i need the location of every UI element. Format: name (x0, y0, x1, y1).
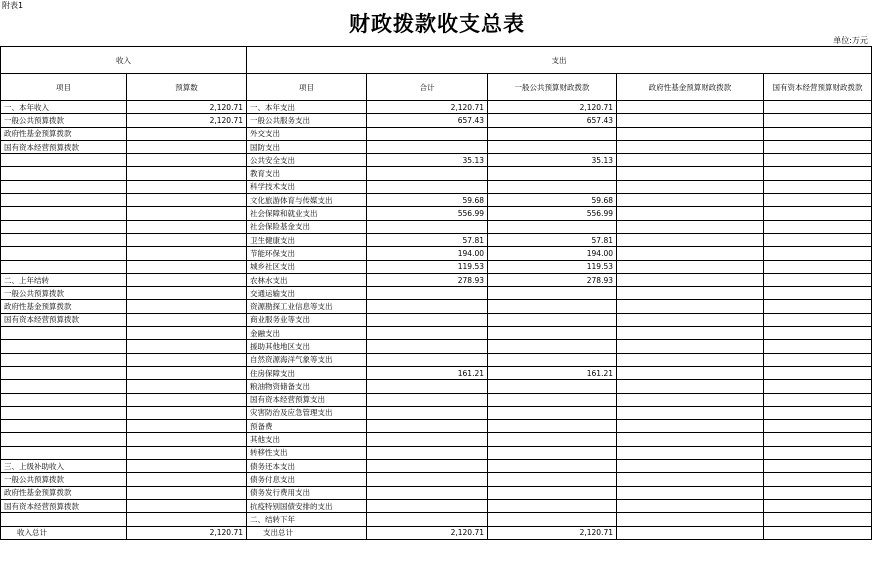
cell-expense-state-capital (764, 180, 872, 193)
cell-expense-item: 卫生健康支出 (247, 233, 367, 246)
cell-expense-item: 金融支出 (247, 327, 367, 340)
cell-expense-general-budget: 278.93 (488, 273, 617, 286)
cell-income-budget (127, 207, 247, 220)
cell-expense-gov-fund (617, 433, 764, 446)
cell-expense-state-capital (764, 499, 872, 512)
cell-expense-gov-fund (617, 167, 764, 180)
cell-expense-general-budget (488, 180, 617, 193)
cell-expense-state-capital (764, 313, 872, 326)
cell-income-budget (127, 406, 247, 419)
cell-expense-state-capital (764, 273, 872, 286)
cell-expense-general-budget (488, 127, 617, 140)
cell-expense-general-budget (488, 313, 617, 326)
cell-expense-total (367, 327, 488, 340)
cell-expense-gov-fund (617, 353, 764, 366)
cell-expense-total (367, 473, 488, 486)
cell-expense-general-budget: 119.53 (488, 260, 617, 273)
cell-expense-item: 社会保险基金支出 (247, 220, 367, 233)
cell-expense-gov-fund (617, 327, 764, 340)
cell-income-budget (127, 247, 247, 260)
cell-income-item: 国有资本经营预算拨款 (1, 140, 127, 153)
cell-expense-state-capital (764, 473, 872, 486)
cell-expense-state-capital (764, 127, 872, 140)
cell-income-budget (127, 513, 247, 526)
cell-expense-general-budget (488, 420, 617, 433)
table-row (1, 486, 872, 499)
cell-expense-total: 161.21 (367, 366, 488, 379)
cell-expense-state-capital (764, 406, 872, 419)
cell-expense-gov-fund (617, 154, 764, 167)
cell-income-item (1, 433, 127, 446)
cell-expense-gov-fund (617, 194, 764, 207)
col-header-total: 合计 (367, 74, 488, 101)
header-row-sections (1, 47, 872, 74)
cell-income-item: 政府性基金预算拨款 (1, 300, 127, 313)
cell-expense-total (367, 220, 488, 233)
col-header-expense-item: 项目 (247, 74, 367, 101)
cell-income-budget: 2,120.71 (127, 114, 247, 127)
cell-expense-general-budget: 57.81 (488, 233, 617, 246)
cell-income-budget (127, 446, 247, 459)
cell-expense-general-budget: 2,120.71 (488, 101, 617, 114)
cell-income-budget (127, 273, 247, 286)
table-row (1, 406, 872, 419)
cell-expense-general-budget (488, 446, 617, 459)
cell-income-item (1, 353, 127, 366)
cell-expense-item: 债务还本支出 (247, 460, 367, 473)
table-row (1, 260, 872, 273)
cell-expense-general-budget (488, 460, 617, 473)
cell-expense-state-capital (764, 300, 872, 313)
cell-income-budget (127, 313, 247, 326)
cell-income-item: 国有资本经营预算拨款 (1, 499, 127, 512)
cell-expense-item: 粮油物资储备支出 (247, 380, 367, 393)
cell-expense-item: 农林水支出 (247, 273, 367, 286)
table-row (1, 313, 872, 326)
table-row (1, 180, 872, 193)
cell-expense-total (367, 313, 488, 326)
cell-expense-item: 灾害防治及应急管理支出 (247, 406, 367, 419)
unit-label: 单位:万元 (833, 36, 868, 45)
table-row (1, 393, 872, 406)
cell-expense-general-budget (488, 300, 617, 313)
cell-expense-item: 转移性支出 (247, 446, 367, 459)
cell-expense-total (367, 486, 488, 499)
cell-expense-general-budget (488, 406, 617, 419)
cell-income-item: 一般公共预算拨款 (1, 287, 127, 300)
table-row (1, 233, 872, 246)
cell-expense-general-budget: 556.99 (488, 207, 617, 220)
cell-expense-state-capital (764, 393, 872, 406)
cell-expense-item: 文化旅游体育与传媒支出 (247, 194, 367, 207)
cell-expense-state-capital (764, 327, 872, 340)
cell-income-budget (127, 287, 247, 300)
cell-expense-gov-fund (617, 273, 764, 286)
cell-expense-total: 278.93 (367, 273, 488, 286)
total-expense-item: 支出总计 (247, 526, 367, 539)
cell-expense-gov-fund (617, 247, 764, 260)
cell-expense-state-capital (764, 486, 872, 499)
cell-expense-gov-fund (617, 127, 764, 140)
total-income-budget: 2,120.71 (127, 526, 247, 539)
cell-expense-gov-fund (617, 340, 764, 353)
table-row (1, 194, 872, 207)
cell-income-item: 二、上年结转 (1, 273, 127, 286)
cell-income-item (1, 180, 127, 193)
cell-expense-general-budget: 657.43 (488, 114, 617, 127)
cell-income-item: 政府性基金预算拨款 (1, 127, 127, 140)
cell-income-budget (127, 380, 247, 393)
cell-income-item (1, 340, 127, 353)
cell-income-item (1, 513, 127, 526)
cell-income-item (1, 220, 127, 233)
table-row (1, 366, 872, 379)
cell-expense-state-capital (764, 433, 872, 446)
table-row (1, 499, 872, 512)
cell-expense-state-capital (764, 194, 872, 207)
cell-expense-total: 556.99 (367, 207, 488, 220)
cell-expense-total (367, 513, 488, 526)
cell-expense-item: 外交支出 (247, 127, 367, 140)
cell-expense-general-budget (488, 499, 617, 512)
budget-table (0, 46, 872, 540)
cell-expense-state-capital (764, 380, 872, 393)
cell-expense-gov-fund (617, 140, 764, 153)
total-income-item: 收入总计 (1, 526, 127, 539)
cell-income-item (1, 207, 127, 220)
cell-expense-total (367, 300, 488, 313)
cell-expense-item: 城乡社区支出 (247, 260, 367, 273)
cell-expense-gov-fund (617, 406, 764, 419)
cell-expense-gov-fund (617, 101, 764, 114)
cell-income-item (1, 233, 127, 246)
cell-expense-total (367, 340, 488, 353)
cell-income-budget (127, 340, 247, 353)
cell-expense-total (367, 406, 488, 419)
cell-expense-state-capital (764, 220, 872, 233)
table-row (1, 140, 872, 153)
cell-income-budget (127, 366, 247, 379)
cell-expense-total (367, 127, 488, 140)
table-row (1, 420, 872, 433)
cell-income-item: 政府性基金预算拨款 (1, 486, 127, 499)
cell-expense-general-budget (488, 340, 617, 353)
table-row (1, 433, 872, 446)
cell-expense-item: 其他支出 (247, 433, 367, 446)
cell-expense-total (367, 180, 488, 193)
cell-expense-total (367, 287, 488, 300)
cell-expense-general-budget (488, 140, 617, 153)
cell-expense-general-budget (488, 353, 617, 366)
total-expense-state-capital (764, 526, 872, 539)
cell-income-item (1, 260, 127, 273)
cell-expense-state-capital (764, 260, 872, 273)
header-row-columns (1, 74, 872, 101)
cell-income-budget (127, 127, 247, 140)
cell-expense-item: 交通运输支出 (247, 287, 367, 300)
cell-expense-gov-fund (617, 366, 764, 379)
cell-expense-state-capital (764, 233, 872, 246)
cell-expense-gov-fund (617, 393, 764, 406)
cell-expense-state-capital (764, 420, 872, 433)
cell-expense-total (367, 446, 488, 459)
cell-expense-state-capital (764, 207, 872, 220)
cell-expense-general-budget (488, 167, 617, 180)
cell-expense-state-capital (764, 101, 872, 114)
cell-income-item (1, 380, 127, 393)
cell-expense-item: 二、结转下年 (247, 513, 367, 526)
table-row (1, 380, 872, 393)
cell-expense-general-budget (488, 327, 617, 340)
cell-income-item: 三、上级补助收入 (1, 460, 127, 473)
cell-income-budget (127, 353, 247, 366)
table-row (1, 247, 872, 260)
cell-expense-gov-fund (617, 486, 764, 499)
cell-expense-state-capital (764, 353, 872, 366)
col-header-general-budget: 一般公共预算财政拨款 (488, 74, 617, 101)
cell-expense-item: 住房保障支出 (247, 366, 367, 379)
cell-expense-gov-fund (617, 233, 764, 246)
table-row (1, 353, 872, 366)
cell-income-budget (127, 220, 247, 233)
cell-expense-general-budget (488, 287, 617, 300)
cell-expense-total (367, 167, 488, 180)
cell-expense-gov-fund (617, 513, 764, 526)
cell-expense-state-capital (764, 287, 872, 300)
total-expense-general-budget: 2,120.71 (488, 526, 617, 539)
cell-expense-item: 债务付息支出 (247, 473, 367, 486)
total-row (1, 526, 872, 539)
expense-header: 支出 (247, 47, 872, 74)
cell-expense-item: 社会保障和就业支出 (247, 207, 367, 220)
cell-income-item (1, 247, 127, 260)
cell-expense-general-budget: 161.21 (488, 366, 617, 379)
cell-income-item: 一般公共预算拨款 (1, 114, 127, 127)
cell-expense-state-capital (764, 154, 872, 167)
cell-expense-gov-fund (617, 380, 764, 393)
cell-income-item (1, 393, 127, 406)
table-row (1, 460, 872, 473)
cell-income-budget (127, 233, 247, 246)
cell-expense-general-budget (488, 486, 617, 499)
cell-expense-gov-fund (617, 114, 764, 127)
cell-expense-general-budget (488, 433, 617, 446)
cell-income-item (1, 194, 127, 207)
cell-income-budget (127, 486, 247, 499)
cell-expense-gov-fund (617, 180, 764, 193)
cell-expense-state-capital (764, 366, 872, 379)
cell-expense-item: 抗疫特别国债安排的支出 (247, 499, 367, 512)
cell-expense-general-budget (488, 220, 617, 233)
table-row (1, 273, 872, 286)
table-row (1, 446, 872, 459)
cell-expense-gov-fund (617, 260, 764, 273)
table-row (1, 220, 872, 233)
cell-income-budget (127, 260, 247, 273)
cell-expense-state-capital (764, 247, 872, 260)
cell-expense-general-budget (488, 473, 617, 486)
table-row (1, 513, 872, 526)
cell-expense-state-capital (764, 460, 872, 473)
cell-income-budget (127, 327, 247, 340)
cell-expense-total: 657.43 (367, 114, 488, 127)
cell-expense-total (367, 460, 488, 473)
cell-expense-gov-fund (617, 287, 764, 300)
cell-expense-gov-fund (617, 420, 764, 433)
cell-income-budget (127, 154, 247, 167)
cell-income-budget (127, 420, 247, 433)
cell-income-budget (127, 180, 247, 193)
table-row (1, 101, 872, 114)
cell-income-budget (127, 473, 247, 486)
cell-income-budget: 2,120.71 (127, 101, 247, 114)
table-row (1, 287, 872, 300)
cell-income-item (1, 327, 127, 340)
cell-expense-item: 教育支出 (247, 167, 367, 180)
cell-income-item (1, 154, 127, 167)
cell-expense-total: 2,120.71 (367, 101, 488, 114)
cell-expense-item: 一、本年支出 (247, 101, 367, 114)
cell-expense-total: 57.81 (367, 233, 488, 246)
table-row (1, 207, 872, 220)
cell-expense-gov-fund (617, 499, 764, 512)
cell-income-budget (127, 460, 247, 473)
cell-expense-item: 公共安全支出 (247, 154, 367, 167)
cell-expense-state-capital (764, 140, 872, 153)
cell-expense-total (367, 420, 488, 433)
cell-expense-item: 节能环保支出 (247, 247, 367, 260)
cell-expense-state-capital (764, 167, 872, 180)
cell-income-item (1, 420, 127, 433)
cell-expense-item: 自然资源海洋气象等支出 (247, 353, 367, 366)
income-header: 收入 (1, 47, 247, 74)
total-expense-total: 2,120.71 (367, 526, 488, 539)
col-header-gov-fund: 政府性基金预算财政拨款 (617, 74, 764, 101)
cell-expense-general-budget (488, 513, 617, 526)
cell-expense-total: 194.00 (367, 247, 488, 260)
cell-income-item: 一般公共预算拨款 (1, 473, 127, 486)
cell-expense-item: 商业服务业等支出 (247, 313, 367, 326)
cell-expense-gov-fund (617, 473, 764, 486)
total-expense-gov-fund (617, 526, 764, 539)
cell-income-item: 国有资本经营预算拨款 (1, 313, 127, 326)
cell-expense-gov-fund (617, 313, 764, 326)
cell-expense-item: 科学技术支出 (247, 180, 367, 193)
cell-expense-state-capital (764, 340, 872, 353)
cell-income-budget (127, 140, 247, 153)
cell-expense-gov-fund (617, 446, 764, 459)
cell-expense-total (367, 393, 488, 406)
col-header-budget: 预算数 (127, 74, 247, 101)
table-row (1, 114, 872, 127)
cell-expense-state-capital (764, 114, 872, 127)
cell-expense-general-budget (488, 380, 617, 393)
cell-income-item (1, 406, 127, 419)
cell-expense-total: 35.13 (367, 154, 488, 167)
cell-expense-total: 59.68 (367, 194, 488, 207)
table-row (1, 473, 872, 486)
cell-income-budget (127, 167, 247, 180)
cell-expense-general-budget: 35.13 (488, 154, 617, 167)
page-title: 财政拨款收支总表 (349, 11, 525, 36)
table-row (1, 327, 872, 340)
cell-expense-state-capital (764, 446, 872, 459)
cell-income-item (1, 167, 127, 180)
attachment-label: 附表1 (2, 1, 24, 10)
cell-expense-total (367, 380, 488, 393)
cell-income-budget (127, 194, 247, 207)
cell-expense-gov-fund (617, 300, 764, 313)
cell-expense-gov-fund (617, 220, 764, 233)
col-header-state-capital: 国有资本经营预算财政拨款 (764, 74, 872, 101)
cell-income-budget (127, 499, 247, 512)
cell-income-item (1, 366, 127, 379)
cell-expense-general-budget: 59.68 (488, 194, 617, 207)
table-row (1, 300, 872, 313)
cell-income-item (1, 446, 127, 459)
cell-expense-total (367, 353, 488, 366)
cell-expense-gov-fund (617, 460, 764, 473)
cell-income-budget (127, 300, 247, 313)
cell-expense-item: 一般公共服务支出 (247, 114, 367, 127)
cell-expense-gov-fund (617, 207, 764, 220)
cell-expense-total (367, 140, 488, 153)
cell-expense-item: 资源勘探工业信息等支出 (247, 300, 367, 313)
cell-expense-item: 援助其他地区支出 (247, 340, 367, 353)
cell-expense-state-capital (764, 513, 872, 526)
cell-expense-item: 国有资本经营预算支出 (247, 393, 367, 406)
cell-expense-general-budget: 194.00 (488, 247, 617, 260)
cell-expense-item: 预备费 (247, 420, 367, 433)
col-header-income-item: 项目 (1, 74, 127, 101)
cell-income-item: 一、本年收入 (1, 101, 127, 114)
cell-income-budget (127, 393, 247, 406)
table-row (1, 154, 872, 167)
table-row (1, 167, 872, 180)
cell-expense-item: 债务发行费用支出 (247, 486, 367, 499)
cell-expense-total: 119.53 (367, 260, 488, 273)
cell-expense-total (367, 499, 488, 512)
cell-expense-total (367, 433, 488, 446)
cell-expense-item: 国防支出 (247, 140, 367, 153)
cell-income-budget (127, 433, 247, 446)
cell-expense-general-budget (488, 393, 617, 406)
table-row (1, 340, 872, 353)
table-row (1, 127, 872, 140)
